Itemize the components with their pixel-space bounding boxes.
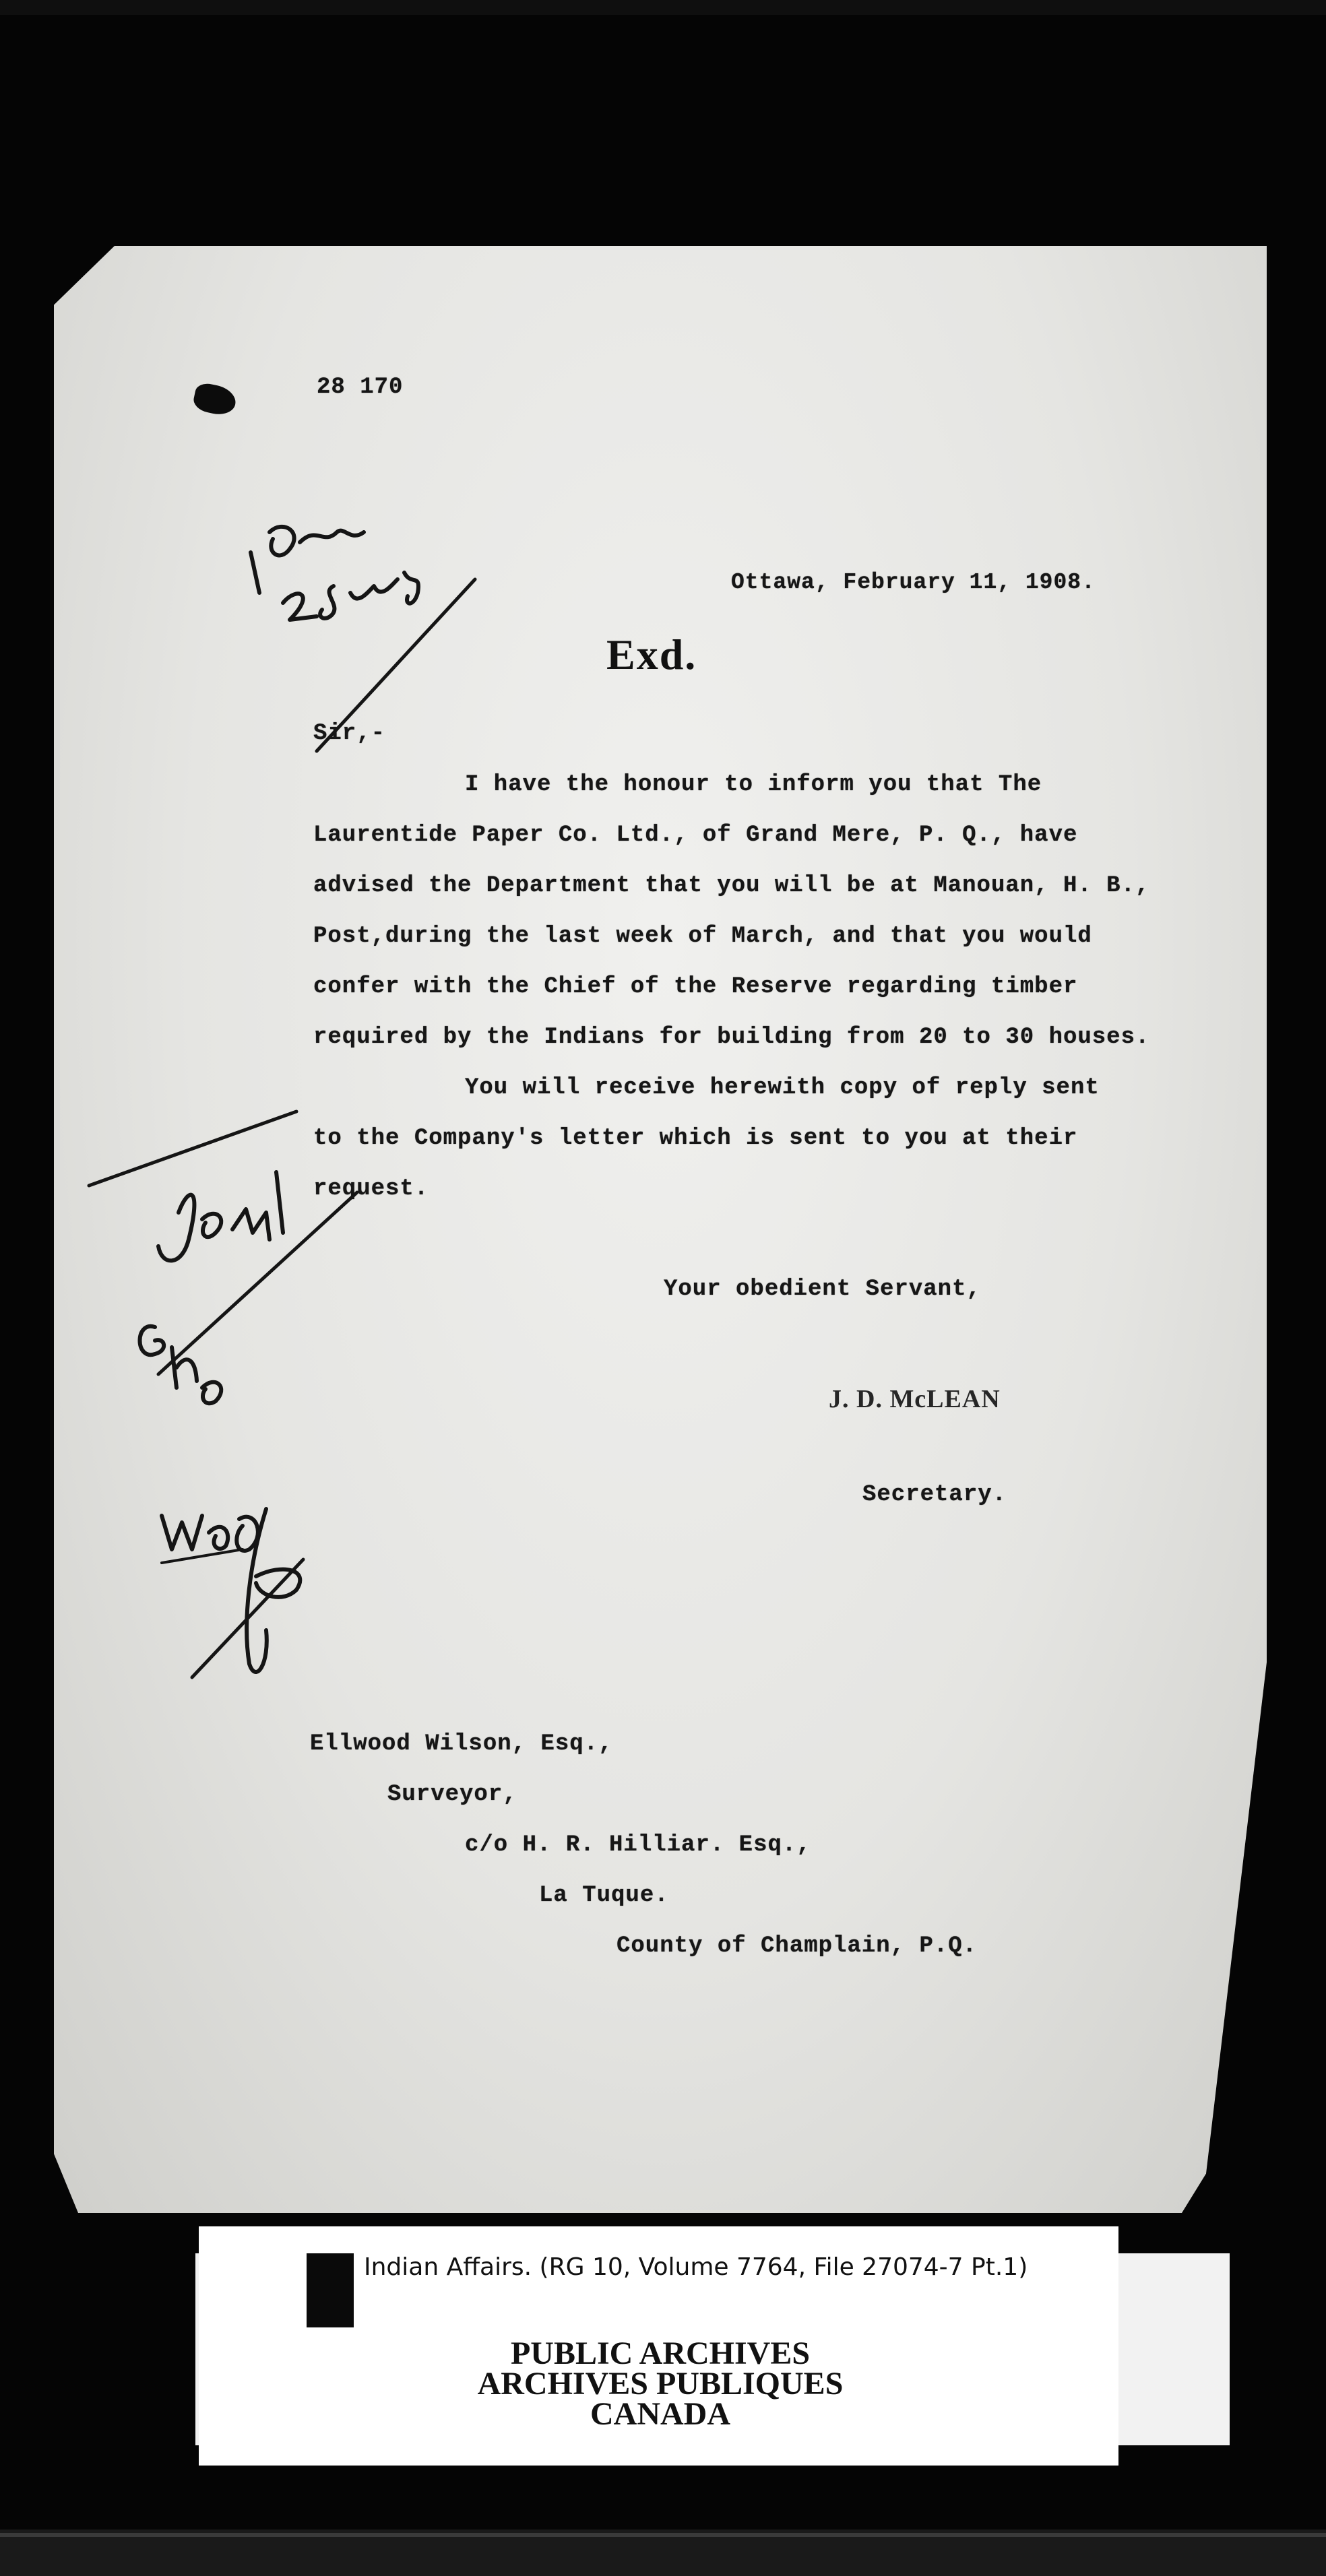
- archive-reference: Indian Affairs. (RG 10, Volume 7764, File 27074-7 Pt.1): [364, 2253, 1028, 2281]
- scan-frame-bottom-line: [0, 2533, 1326, 2537]
- body-line: to the Company's letter which is sent to you at their: [313, 1126, 1078, 1151]
- address-line: La Tuque.: [539, 1883, 669, 1908]
- place-date: Ottawa, February 11, 1908.: [731, 570, 1096, 595]
- address-line: Surveyor,: [387, 1782, 517, 1807]
- body-line: You will receive herewith copy of reply sent: [465, 1075, 1100, 1101]
- address-line: Ellwood Wilson, Esq.,: [310, 1731, 613, 1757]
- body-line: confer with the Chief of the Reserve regarding timber: [313, 974, 1078, 1000]
- signer-title: Secretary.: [862, 1482, 1007, 1508]
- exd-stamp: Exd.: [606, 631, 697, 678]
- label-backing-right: [1112, 2253, 1230, 2445]
- archive-title-country: CANADA: [590, 2396, 730, 2432]
- archive-title-fr: ARCHIVES PUBLIQUES: [477, 2366, 844, 2402]
- salutation: Sir,-: [313, 721, 386, 746]
- body-line: Post,during the last week of March, and that you would: [313, 924, 1092, 949]
- body-line: advised the Department that you will be at Manouan, H. B.,: [313, 873, 1150, 899]
- body-line: Laurentide Paper Co. Ltd., of Grand Mere, P. Q., have: [313, 823, 1078, 848]
- body-line: required by the Indians for building from 20 to 30 houses.: [313, 1025, 1150, 1050]
- file-number: 28 170: [317, 375, 404, 400]
- closing: Your obedient Servant,: [664, 1277, 981, 1302]
- address-line: c/o H. R. Hilliar. Esq.,: [465, 1832, 811, 1858]
- address-line: County of Champlain, P.Q.: [617, 1933, 978, 1959]
- signature-stamp: J. D. McLEAN: [829, 1385, 1001, 1413]
- body-line: I have the honour to inform you that The: [465, 772, 1042, 798]
- label-notch: [307, 2253, 354, 2327]
- body-line: request.: [313, 1176, 429, 1202]
- archive-title-en: PUBLIC ARCHIVES: [510, 2336, 811, 2371]
